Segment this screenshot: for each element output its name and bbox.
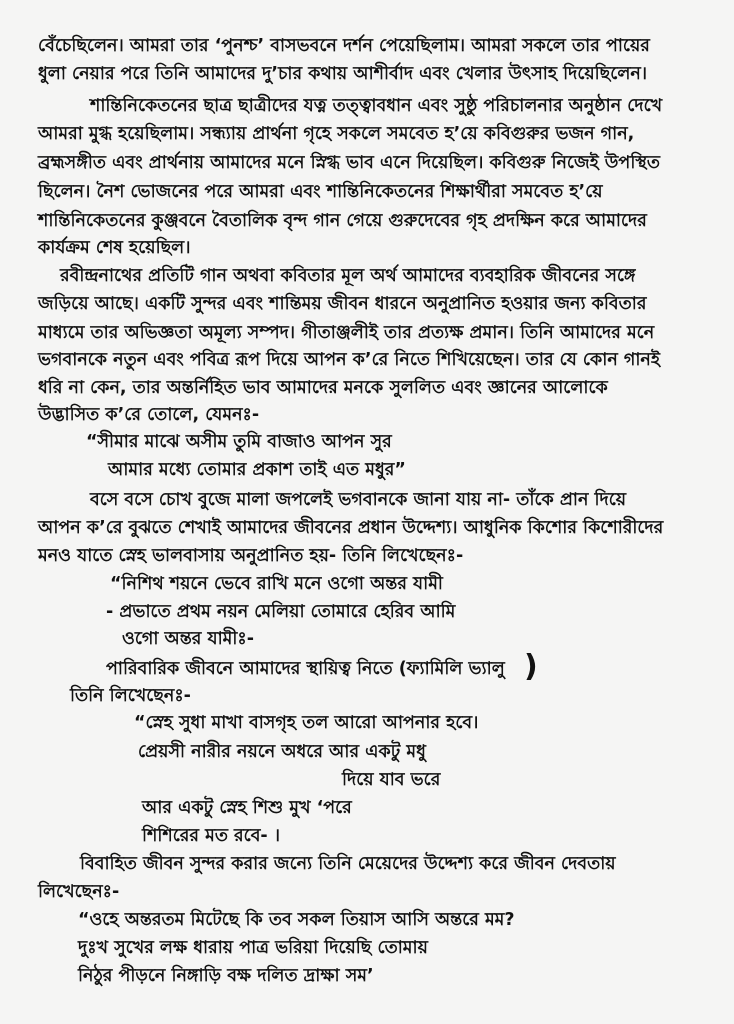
quote-line-2: আমার মধ্যে তোমার প্রকাশ তাই এত মধুর” bbox=[108, 460, 406, 480]
quote-line-9: আর একটু স্নেহ শিশু মুখ ‘পরে bbox=[142, 798, 352, 818]
quote-line-7: প্রেয়সী নারীর নয়নে অধরে আর একটু মধু bbox=[138, 742, 426, 762]
text-line-3: শান্তিনিকেতনের ছাত্র ছাত্রীদের যত্ন তত্ত্বাবধান এবং সুষ্ঠু পরিচালনার অনুষ্ঠান দেখে bbox=[90, 96, 663, 116]
closing-bracket: ) bbox=[524, 649, 538, 684]
text-line-1: বেঁচেছিলেন। আমরা তার ‘পুনশ্চ’ বাসভবনে দর্শন পেয়েছিলাম। আমরা সকলে তার পায়ের bbox=[38, 36, 650, 56]
text-line-12: ভগবানকে নতুন এবং পবিত্র রূপ দিয়ে আপন ক’রে নিতে শিখিয়েছেন। তার যে কোন গানই bbox=[38, 350, 660, 370]
quote-line-8: দিয়ে যাব ভরে bbox=[342, 770, 441, 790]
text-line-8: কার্যক্রম শেষ হয়েছিল। bbox=[38, 238, 191, 258]
text-line-13: ধরি না কেন, তার অন্তর্নিহিত ভাব আমাদের মনকে সুললিত এবং জ্ঞানের আলোকে bbox=[38, 378, 608, 398]
text-line-21: লিখেছেনঃ- bbox=[38, 882, 120, 902]
text-line-9: রবীন্দ্রনাথের প্রতিটি গান অথবা কবিতার মূল অর্থ আমাদের ব্যবহারিক জীবনের সঙ্গে bbox=[60, 266, 636, 286]
quote-line-13: নিঠুর পীড়নে নিঙ্গাড়ি বক্ষ দলিত দ্রাক্ষা সম’ bbox=[78, 966, 374, 986]
text-line-6: ছিলেন। নৈশ ভোজনের পরে আমরা এবং শান্তিনিকেতনের শিক্ষার্থীরা সমবেত হ’য়ে bbox=[38, 182, 603, 202]
text-line-17: মনও যাতে স্নেহ ভালবাসায় অনুপ্রানিত হয়- তিনি লিখেছেনঃ- bbox=[38, 546, 464, 566]
text-line-2: ধুলা নেয়ার পরে তিনি আমাদের দু’চার কথায় আশীর্বাদ এবং খেলার উৎসাহ দিয়েছিলেন। bbox=[38, 64, 648, 84]
text-line-20: বিবাহিত জীবন সুন্দর করার জন্যে তিনি মেয়েদের উদ্দেশ্য করে জীবন দেবতায় bbox=[80, 854, 616, 874]
text-line-14: উদ্ভাসিত ক’রে তোলে, যেমনঃ- bbox=[38, 405, 260, 425]
quote-line-1: “সীমার মাঝে অসীম তুমি বাজাও আপন সুর bbox=[86, 432, 392, 452]
text-line-19: তিনি লিখেছেনঃ- bbox=[70, 686, 191, 706]
quote-line-10: শিশিরের মত রবে- । bbox=[142, 826, 281, 846]
quote-line-6: “স্নেহ সুধা মাখা বাসগৃহ তল আরো আপনার হবে। bbox=[134, 713, 479, 733]
text-line-15: বসে বসে চোখ বুজে মালা জপলেই ভগবানকে জানা যায় না- তাঁকে প্রান দিয়ে bbox=[90, 490, 627, 510]
quote-line-5: ওগো অন্তর যামীঃ- bbox=[122, 629, 254, 649]
text-line-4: আমরা মুগ্ধ হয়েছিলাম। সন্ধ্যায় প্রার্থনা গৃহে সকলে সমবেত হ’য়ে কবিগুরুর ভজন গান, bbox=[38, 124, 635, 144]
text-line-18: পারিবারিক জীবনে আমাদের স্থায়িত্ব নিতে (ফ্যামিলি ভ্যালু bbox=[106, 659, 505, 679]
quote-line-4: - প্রভাতে প্রথম নয়ন মেলিয়া তোমারে হেরিব আমি bbox=[106, 602, 456, 622]
quote-line-11: “ওহে অন্তরতম মিটেছে কি তব সকল তিয়াস আসি অন্তরে মম? bbox=[78, 910, 515, 930]
text-line-11: মাধ্যমে তার অভিজ্ঞতা অমূল্য সম্পদ। গীতাঞ্জলীই তার প্রত্যক্ষ প্রমান। তিনি আমাদের মনে bbox=[38, 323, 655, 343]
quote-line-12: দুঃখ সুখের লক্ষ ধারায় পাত্র ভরিয়া দিয়েছি তোমায় bbox=[78, 938, 428, 958]
text-line-16: আপন ক’রে বুঝতে শেখাই আমাদের জীবনের প্রধান উদ্দেশ্য। আধুনিক কিশোর কিশোরীদের bbox=[38, 518, 664, 538]
quote-line-3: “নিশিথ শয়নে ভেবে রাখি মনে ওগো অন্তর যামী bbox=[110, 574, 443, 594]
text-line-10: জড়িয়ে আছে। একটি সুন্দর এবং শান্তিময় জীবন ধারনে অনুপ্রানিত হওয়ার জন্য কবিতার bbox=[38, 294, 647, 314]
text-line-7: শান্তিনিকেতনের কুঞ্জবনে বৈতালিক বৃন্দ গান গেয়ে গুরুদেবের গৃহ প্রদক্ষিন করে আমাদের bbox=[38, 211, 647, 231]
text-line-5: ব্রহ্মসঙ্গীত এবং প্রার্থনায় আমাদের মনে স্নিগ্ধ ভাব এনে দিয়েছিল। কবিগুরু নিজেই উপস্থিত bbox=[38, 153, 661, 173]
